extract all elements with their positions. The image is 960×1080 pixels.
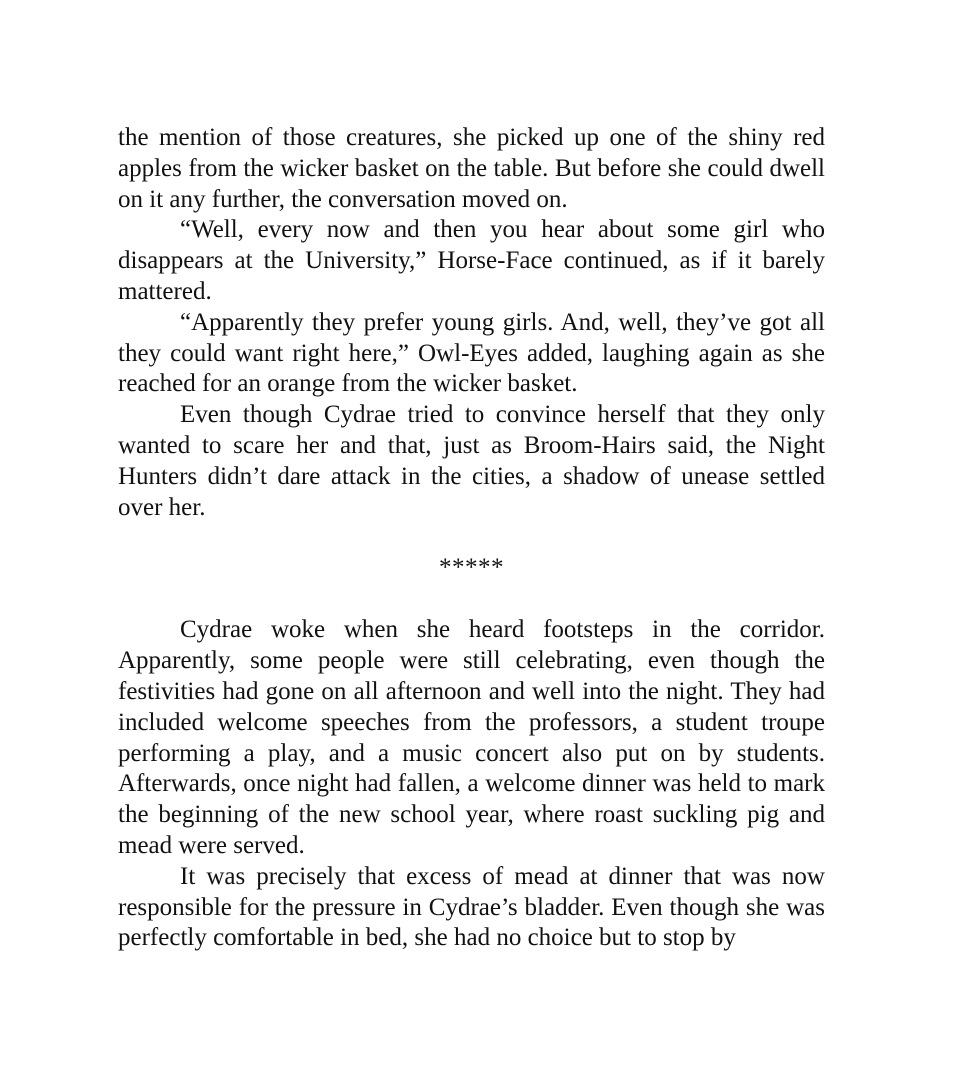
- paragraph: It was precisely that excess of mead at dinner that was now responsible for the pressure in Cydrae’s bladder. Even though she was perfectly comfortable in bed, she had no choice but to stop by: [118, 862, 825, 952]
- paragraph: Even though Cydrae tried to convince herself that they only wanted to scare her and that, just as Broom-Hairs said, the Night Hunters didn’t dare attack in the cities, a shadow of unease settled over her.: [118, 401, 825, 521]
- document-page: [118, 123, 825, 954]
- paragraph: Cydrae woke when she heard footsteps in the corridor. Apparently, some people were still celebrating, even though the festivities had gone on all afternoon and well into the night. They had included welcome speeches from the professors, a student troupe performing a play, and a music concert also put on by students. Afterwards, once night had fallen, a welcome dinner was held to mark the beginning of the new school year, where roast suckling pig and mead were served.: [118, 616, 825, 859]
- paragraph: the mention of those creatures, she picked up one of the shiny red apples from the wicker basket on the table. But before she could dwell on it any further, the conversation moved on.: [118, 124, 825, 213]
- paragraph: “Well, every now and then you hear about some girl who disappears at the University,” Horse-Face continued, as if it barely mattered.: [118, 216, 825, 305]
- paragraph: “Apparently they prefer young girls. And, well, they’ve got all they could want right here,” Owl-Eyes added, laughing again as she reached for an orange from the wicker basket.: [118, 308, 825, 398]
- scene-break: *****: [439, 554, 504, 582]
